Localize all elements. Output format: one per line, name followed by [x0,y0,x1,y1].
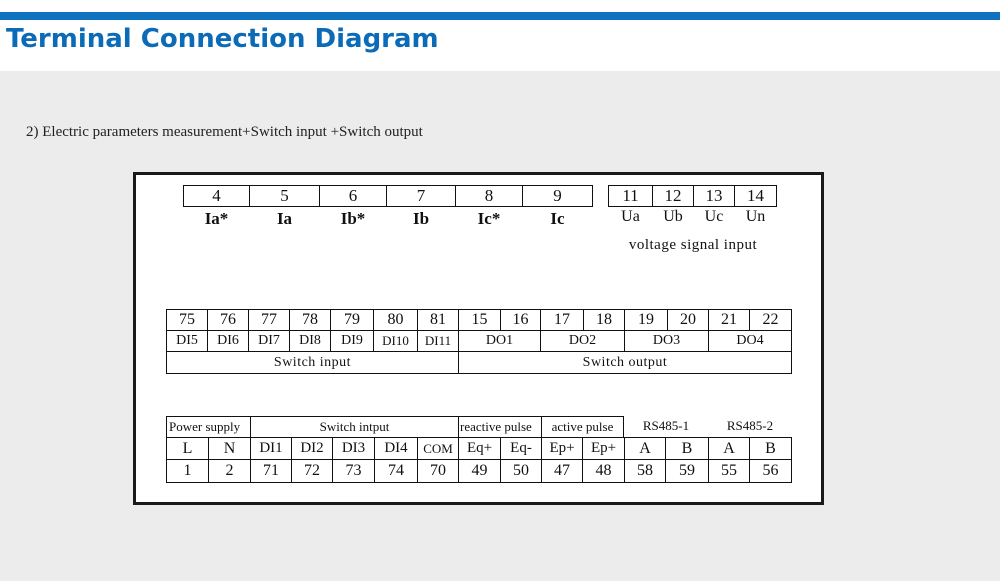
header-switch-intput: Switch intput [250,416,459,438]
terminal-19: 19 [624,309,668,331]
header-bar [0,12,1000,20]
signal-eq-minus: Eq- [500,437,542,460]
terminal-79: 79 [330,309,374,331]
terminal-70: 70 [417,459,459,483]
terminal-72: 72 [291,459,333,483]
terminal-11: 11 [608,185,653,207]
signal-l: L [166,437,209,460]
terminal-9: 9 [522,185,593,207]
terminal-49: 49 [458,459,501,483]
terminal-2: 2 [208,459,251,483]
terminal-6: 6 [319,185,387,207]
signal-n: N [208,437,251,460]
terminal-1: 1 [166,459,209,483]
terminal-20: 20 [667,309,709,331]
terminal-13: 13 [693,185,735,207]
signal-rs485-2-b: B [749,437,792,460]
terminal-16: 16 [500,309,541,331]
terminal-21: 21 [708,309,750,331]
terminal-55: 55 [708,459,750,483]
switch-label-di5: DI5 [166,330,208,352]
switch-label-do3: DO3 [624,330,709,352]
signal-di3: DI3 [332,437,375,460]
terminal-48: 48 [582,459,625,483]
terminal-80: 80 [373,309,418,331]
switch-label-di10: DI10 [373,330,418,352]
terminal-panel [133,172,824,505]
terminal-74: 74 [374,459,418,483]
header-rs485-1: RS485-1 [624,416,708,438]
current-label-ia-star: Ia* [204,209,229,228]
header-rs485-2: RS485-2 [708,416,792,438]
terminal-50: 50 [500,459,542,483]
switch-label-di8: DI8 [289,330,331,352]
voltage-caption: voltage signal input [628,237,758,253]
terminal-47: 47 [541,459,583,483]
terminal-7: 7 [386,185,456,207]
terminal-4: 4 [183,185,250,207]
signal-di4: DI4 [374,437,418,460]
switch-label-di11: DI11 [417,330,459,352]
terminal-15: 15 [458,309,501,331]
header-active-pulse: active pulse [541,416,624,438]
terminal-81: 81 [417,309,459,331]
terminal-8: 8 [455,185,523,207]
signal-di2: DI2 [291,437,333,460]
current-label-ib: Ib [412,209,430,228]
header-reactive-pulse: reactive pulse [458,416,542,438]
signal-ep-plus-1: Ep+ [541,437,583,460]
terminal-77: 77 [248,309,290,331]
switch-label-do2: DO2 [540,330,625,352]
terminal-18: 18 [583,309,625,331]
voltage-label-ub: Ub [663,208,683,225]
current-label-ic-star: Ic* [477,209,501,228]
current-label-ic: Ic [550,209,565,228]
terminal-73: 73 [332,459,375,483]
current-label-ia: Ia [276,209,293,228]
switch-input-group-label: Switch input [166,351,459,374]
page-title: Terminal Connection Diagram [6,24,439,54]
section-subtitle: 2) Electric parameters measurement+Switch input +Switch output [26,124,423,140]
current-label-ib-star: Ib* [340,209,366,228]
terminal-75: 75 [166,309,208,331]
switch-label-di9: DI9 [330,330,374,352]
voltage-label-un: Un [745,208,766,225]
terminal-58: 58 [624,459,666,483]
signal-rs485-2-a: A [708,437,750,460]
terminal-14: 14 [734,185,777,207]
switch-label-do4: DO4 [708,330,792,352]
switch-label-do1: DO1 [458,330,541,352]
header-power-supply: Power supply [166,416,251,438]
terminal-59: 59 [665,459,709,483]
terminal-76: 76 [207,309,249,331]
signal-di1: DI1 [250,437,292,460]
signal-ep-plus-2: Ep+ [582,437,625,460]
terminal-78: 78 [289,309,331,331]
terminal-12: 12 [652,185,694,207]
switch-label-di6: DI6 [207,330,249,352]
terminal-71: 71 [250,459,292,483]
switch-output-group-label: Switch output [458,351,792,374]
terminal-22: 22 [749,309,792,331]
voltage-label-uc: Uc [704,208,724,225]
signal-rs485-1-b: B [665,437,709,460]
signal-rs485-1-a: A [624,437,666,460]
signal-com: COM [417,437,459,460]
switch-label-di7: DI7 [248,330,290,352]
signal-eq-plus: Eq+ [458,437,501,460]
terminal-5: 5 [249,185,320,207]
voltage-label-ua: Ua [621,208,640,225]
terminal-17: 17 [540,309,584,331]
terminal-56: 56 [749,459,792,483]
